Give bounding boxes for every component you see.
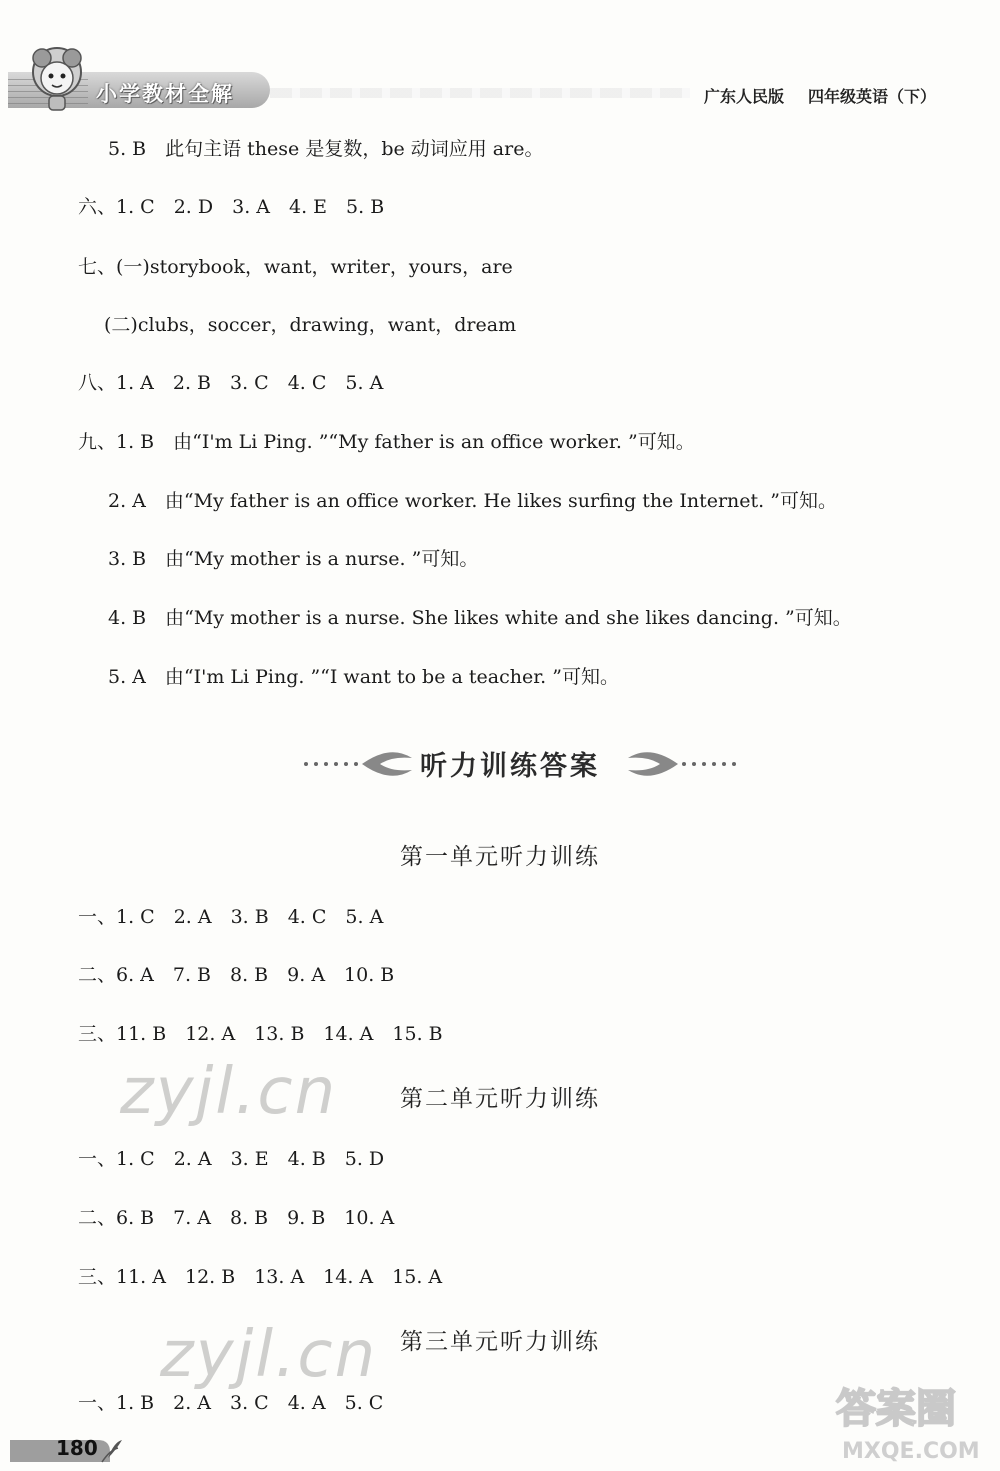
answer-line: 六、1. C 2. D 3. A 4. E 5. B [78,196,385,218]
section-title: 听力训练答案 [420,751,600,782]
answer-line: 4. B 由“My mother is a nurse. She likes white and she likes dancing. ”可知。 [108,607,852,629]
grade-label: 四年级英语（下） [808,87,937,106]
answer-line: 三、11. B 12. A 13. B 14. A 15. B [78,1023,443,1045]
mascot-girl-icon [22,42,92,116]
answer-line: 一、1. B 2. A 3. C 4. A 5. C [78,1392,384,1414]
answer-line: 3. B 由“My mother is a nurse. ”可知。 [108,548,479,570]
unit-title: 第二单元听力训练 [400,1086,600,1112]
answer-line: 5. A 由“I'm Li Ping. ”“I want to be a teacher. ”可知。 [108,666,619,688]
faded-header-strip [270,88,690,98]
watermark-text: zyjl.cn [120,1055,338,1129]
watermark-text: zyjl.cn [160,1318,378,1392]
answer-line: 七、(一)storybook，want，writer，yours，are [78,256,513,278]
answer-line: 八、1. A 2. B 3. C 4. C 5. A [78,372,384,394]
answer-line: 2. A 由“My father is an office worker. He likes surfing the Internet. ”可知。 [108,490,837,512]
corner-watermark-logo [832,1378,992,1464]
answer-line: 5. B 此句主语 these 是复数，be 动词应用 are。 [108,138,544,160]
corner-logo-text: 答案圈 [836,1386,956,1432]
answer-line: 九、1. B 由“I'm Li Ping. ”“My father is an office worker. ”可知。 [78,431,695,453]
answer-line: 三、11. A 12. B 13. A 14. A 15. A [78,1266,443,1288]
unit-title: 第三单元听力训练 [400,1329,600,1355]
answer-line: 二、6. B 7. A 8. B 9. B 10. A [78,1207,395,1229]
answer-line: 二、6. A 7. B 8. B 9. A 10. B [78,964,395,986]
answer-line: 一、1. C 2. A 3. E 4. B 5. D [78,1148,385,1170]
publisher-label: 广东人民版 [704,87,785,106]
answer-line: 一、1. C 2. A 3. B 4. C 5. A [78,906,384,928]
corner-url-text: MXQE.COM [842,1439,980,1464]
page-number: 180 [56,1436,98,1460]
answer-line: (二)clubs，soccer，drawing，want，dream [104,314,517,336]
unit-title: 第一单元听力训练 [400,844,600,870]
book-title: 小学教材全解 [96,82,234,106]
